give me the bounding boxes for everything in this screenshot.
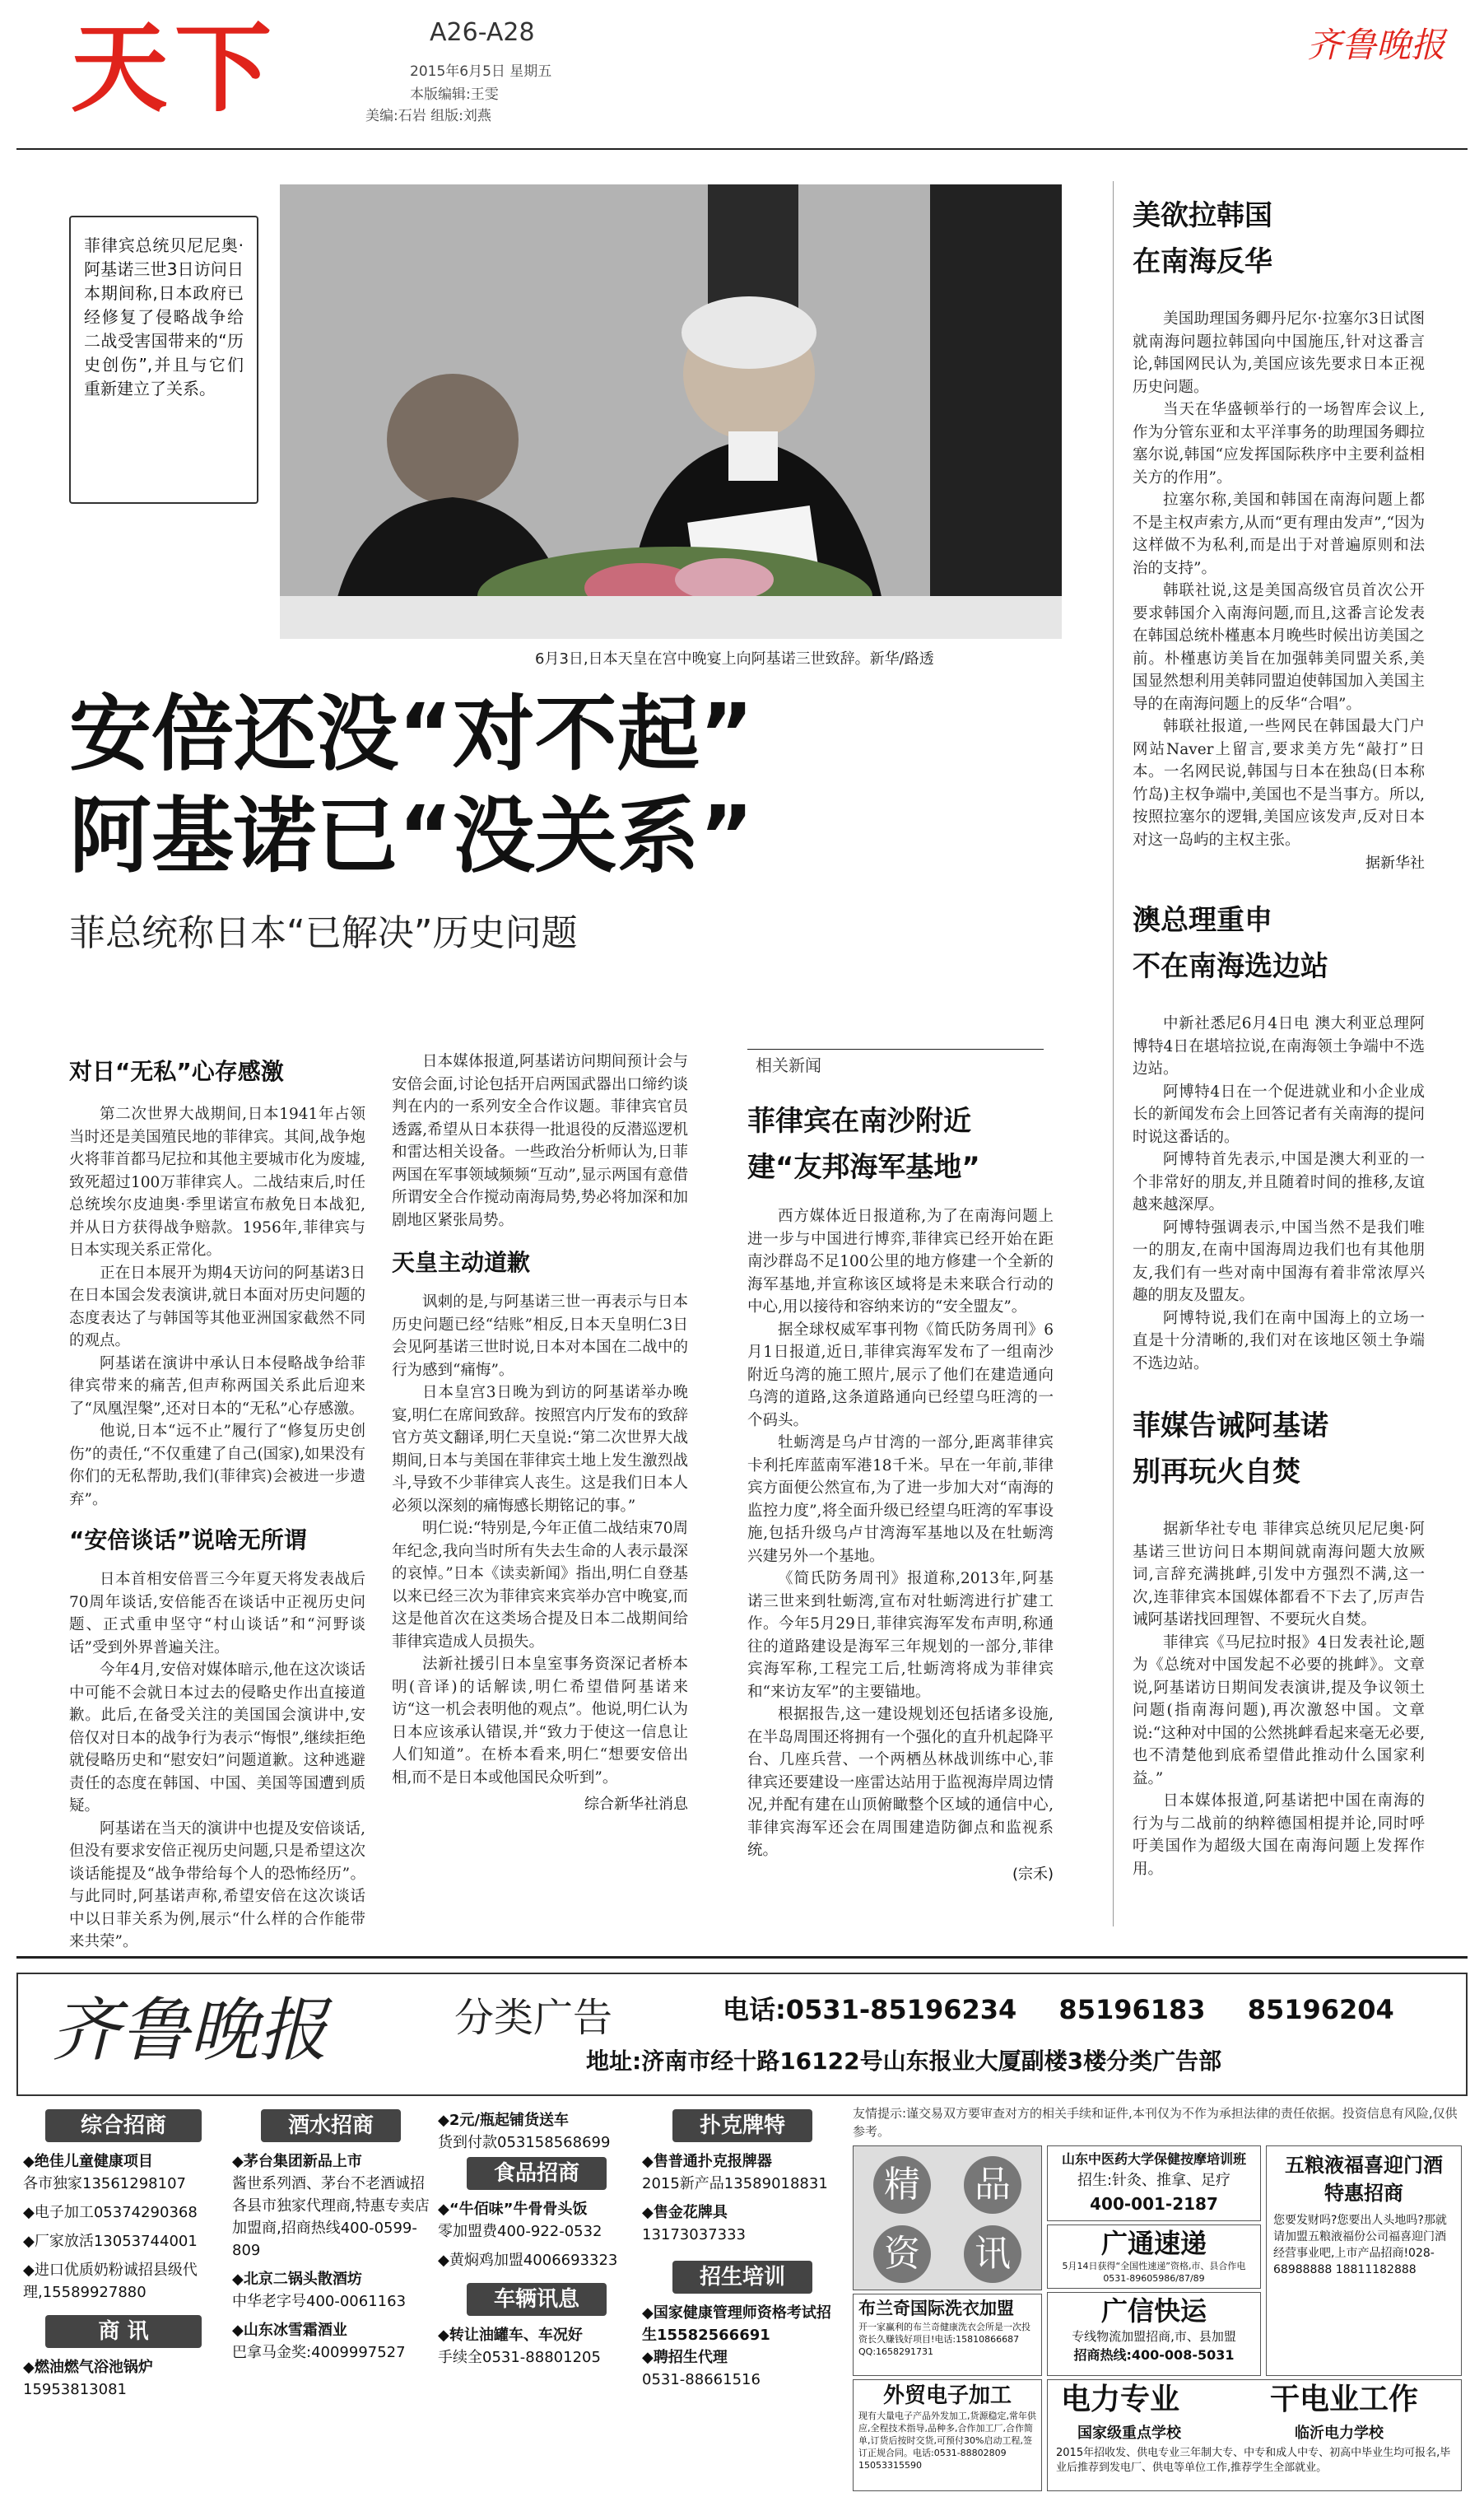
paragraph: 明仁说:“特别是,今年正值二战结束70周年纪念,我向当时所有失去生命的人表示最深的哀悼。”日本《读卖新闻》指出,明仁自登基以来已经三次为菲律宾来宾举办宫中晚宴,而这是他首次在这类场合提及日本二战期间给菲律宾造成人员损失。 xyxy=(392,1520,688,1651)
paragraph: 《简氏防务周刊》报道称,2013年,阿基诺三世来到牡蛎湾,宣布对牡蛎湾进行扩建工作。今年5月29日,菲律宾海军发布声明,称通往的道路建设是海军三年规划的一部分,菲律宾海军称,工程完工后,牡蛎湾将成为菲律宾和“来访友军”的主要锚地。 xyxy=(747,1570,1054,1701)
pullquote-text: 菲律宾总统贝尼尼奥·阿基诺三世3日访问日本期间称,日本政府已经修复了侵略战争给二战受害国带来的“历史创伤”,并且与它们重新建立了关系。 xyxy=(84,235,244,398)
ad-line: 5月14日获得“全国性速递”资格,市、县合作电0531-89605986/87/89 xyxy=(1062,2261,1246,2284)
ad-line: 酱世系列酒、茅台不老酒诚招各县市独家代理商,特惠专卖店加盟商,招商热线400-0599-809 xyxy=(232,2175,430,2259)
ad-line: 13173037333 xyxy=(642,2226,746,2243)
paragraph: 阿博特首先表示,中国是澳大利亚的一个非常好的朋友,并且随着时间的推移,友谊越来越深厚。 xyxy=(1133,1151,1425,1214)
paragraph: 西方媒体近日报道称,为了在南海问题上进一步与中国进行博弈,菲律宾已经开始在距南沙群岛不足100公里的地方修建一个全新的海军基地,并宣称该区域将是未来联合行动的中心,用以接待和容纳来访的“安全盟友”。 xyxy=(747,1208,1054,1316)
ad-line: ◆电子加工05374290368 xyxy=(23,2204,198,2221)
ad-line: ◆“牛佰味”牛骨骨头饭 xyxy=(438,2201,588,2218)
ad-line: 手续全0531-88801205 xyxy=(438,2349,601,2366)
phone-1: 电话:0531-85196234 xyxy=(723,1994,1017,2025)
paragraph: 阿基诺在演讲中承认日本侵略战争给菲律宾带来的痛苦,但声称两国关系此后迎来了“凤凰涅槃”,还对日本的“无私”心存感激。 xyxy=(69,1354,365,1418)
ad-line: ◆聘招生代理 xyxy=(642,2349,728,2366)
story-col-1 xyxy=(69,1055,365,1954)
story-title: 美欲拉韩国 xyxy=(1133,199,1272,232)
issue-date: 2015年6月5日 星期五 xyxy=(410,63,552,80)
paragraph: 日本媒体报道,阿基诺访问期间预计会与安倍会面,讨论包括开启两国武器出口缔约谈判在内的一系列安全合作议题。菲律宾官员透露,希望从日本获得一批退役的反潜巡逻机和雷达相关设备。一些政治分析师认为,日菲两国在军事领域频频“互动”,显示两国有意借所谓安全合作搅动南海局势,势必将加深和加剧地区紧张局势。 xyxy=(392,1053,688,1229)
ad-line: 400-001-2187 xyxy=(1090,2194,1218,2214)
paragraph: 正在日本展开为期4天访问的阿基诺3日在日本国会发表演讲,就日本面对历史问题的态度表达了与韩国等其他亚洲国家截然不同的观点。 xyxy=(69,1264,365,1349)
design-credit: 美编:石岩 组版:刘燕 xyxy=(365,108,491,124)
story-title: 澳总理重申 xyxy=(1133,904,1272,937)
related-story xyxy=(747,1098,1054,1884)
ad-line: ◆售金花牌具 xyxy=(642,2204,728,2221)
section-heading: “安倍谈话”说啥无所谓 xyxy=(69,1526,307,1554)
ad-line: 现有大量电子产品外发加工,货源稳定,常年供应,全程技术指导,品种多,合作加工厂,合作简单,订货后按时交货,可预付30%启动工程,签订正规合同。电话:0531-88802809 15053315590 xyxy=(858,2411,1036,2471)
paragraph: 阿博特强调表示,中国当然不是我们唯一的朋友,在南中国海周边我们也有其他朋友,我们有一些对南中国海有着非常浓厚兴趣的朋友及盟友。 xyxy=(1133,1218,1425,1304)
ad-line: 零加盟费400-922-0532 xyxy=(438,2223,602,2240)
ad-line: ◆厂家放活13053744001 xyxy=(23,2233,198,2250)
ads-phone xyxy=(723,1989,1394,2027)
ads-logo: 齐鲁晚报 xyxy=(51,1990,328,2071)
ad-line: ◆国家健康管理师资格考试招生15582566691 xyxy=(642,2304,831,2344)
paragraph: 第二次世界大战期间,日本1941年占领当时还是美国殖民地的菲律宾。其间,战争炮火将菲首都马尼拉和其他主要城市化为废墟,致死超过100万菲律宾人。二战结束后,时任总统埃尔皮迪奥·季里诺宣布赦免日本战犯,并从日方获得战争赔款。1956年,菲律宾与日本实现关系正常化。 xyxy=(69,1106,365,1259)
liquor-ad xyxy=(1266,2145,1462,2376)
story-title: 不在南海选边站 xyxy=(1133,950,1328,983)
ad-heading: 综合招商 xyxy=(45,2109,202,2142)
guangxin-ad xyxy=(1047,2292,1261,2376)
paragraph: 中新社悉尼6月4日电 澳大利亚总理阿博特4日在堪培拉说,在南海领土争端中不选边站。 xyxy=(1133,1015,1425,1078)
banquet-photo xyxy=(280,184,1062,639)
ad-line: ◆转让油罐车、车况好 xyxy=(438,2327,583,2344)
ad-line: 布兰奇国际洗衣加盟 xyxy=(858,2299,1014,2318)
ad-line: 广信快运 xyxy=(1100,2295,1207,2327)
related-title: 建“友邦海军基地” xyxy=(747,1151,980,1184)
ad-line: ◆进口优质奶粉诚招县级代理,15589927880 xyxy=(23,2262,198,2301)
ad-line: 2015年招收发、供电专业三年制大专、中专和成人中专、初高中毕业生均可报名,毕业后推荐到发电厂、供电等单位工作,推荐学生全部就业。 xyxy=(1056,2447,1451,2474)
ad-line: 中华老字号400-0061163 xyxy=(232,2293,407,2310)
ad-line: 0531-88661516 xyxy=(642,2371,761,2388)
paragraph: 讽刺的是,与阿基诺三世一再表示与日本历史问题已经“结账”相反,日本天皇明仁3日会见阿基诺三世时说,日本对本国在二战中的行为感到“痛悔”。 xyxy=(392,1293,688,1379)
paragraph: 日本皇宫3日晚为到访的阿基诺举办晚宴,明仁在席间致辞。按照宫内厅发布的致辞官方英文翻译,明仁天皇说:“第二次世界大战期间,日本与美国在菲律宾土地上发生激烈战斗,导致不少菲律宾人丧生。这是我们日本人必须以深刻的痛悔感长期铭记的事。” xyxy=(392,1384,688,1515)
header-rule xyxy=(16,148,1468,150)
paragraph: 今年4月,安倍对媒体暗示,他在这次谈话中可能不会就日本过去的侵略史作出直接道歉。此后,在备受关注的美国国会演讲中,安倍仅对日本的战争行为表示“悔恨”,继续拒绝就侵略历史和“慰安妇”问题道歉。这种逃避责任的态度在韩国、中国、美国等国遭到质疑。 xyxy=(69,1661,365,1815)
ad-line: 特惠招商 xyxy=(1324,2182,1403,2205)
phone-3: 85196204 xyxy=(1247,1994,1394,2025)
ad-line: 广通速递 xyxy=(1100,2228,1207,2259)
ad-line: 招生:针灸、推拿、足疗 xyxy=(1077,2172,1231,2189)
paragraph: 韩联社说,这是美国高级官员首次公开要求韩国介入南海问题,而且,这番言论发表在韩国总统朴槿惠本月晚些时候出访美国之前。朴槿惠访美旨在加强韩美同盟关系,美国显然想利用美韩同盟迫使韩国加入美国主导的在南海问题上的反华“合唱”。 xyxy=(1133,582,1425,713)
paragraph: 阿基诺在当天的演讲中也提及安倍谈话,但没有要求安倍正视历史问题,只是希望这次谈话能提及“战争带给每个人的恐怖经历”。与此同时,阿基诺声称,希望安倍在这次谈话中以日菲关系为例,展示“什么样的合作能带来共荣”。 xyxy=(69,1819,365,1950)
masthead: 天下 xyxy=(71,12,279,125)
ads-title: 分类广告 xyxy=(454,1995,613,2041)
main-headline-2: 阿基诺已“没关系” xyxy=(69,788,754,884)
pullquote-box xyxy=(69,216,258,504)
ads-banner xyxy=(16,1973,1468,2096)
ad-column-1 xyxy=(23,2109,224,2401)
photo-illustration xyxy=(280,184,1062,639)
electronics-ad xyxy=(853,2379,1042,2491)
ad-line: 15953813081 xyxy=(23,2381,127,2398)
related-title: 菲律宾在南沙附近 xyxy=(747,1105,971,1138)
main-headline-1: 安倍还没“对不起” xyxy=(69,686,754,782)
main-subhead: 菲总统称日本“已解决”历史问题 xyxy=(69,912,578,954)
editor-credit: 本版编辑:王雯 xyxy=(410,86,499,103)
ad-line: ◆山东冰雪霜酒业 xyxy=(232,2322,347,2339)
ad-line: 招商热线:400-008-5031 xyxy=(1073,2347,1235,2363)
ad-line: 干电业工作 xyxy=(1270,2383,1419,2416)
related-tag: 相关新闻 xyxy=(756,1055,821,1075)
paragraph: 据新华社专电 菲律宾总统贝尼尼奥·阿基诺三世访问日本期间就南海问题大放厥词,言辞充满挑衅,引发中方强烈不满,这一次,连菲律宾本国媒体都看不下去了,厉声告诫阿基诺找回理智、不要玩火自焚。 xyxy=(1133,1521,1425,1628)
ads-notice: 友情提示:谨交易双方要审查对方的相关手续和证件,本刊仅为不作为承担法律的责任依据。投资信息有风险,仅供参考。 xyxy=(853,2106,1458,2139)
ad-heading: 扑克牌特 xyxy=(672,2109,812,2142)
jp-char: 资 xyxy=(873,2225,931,2283)
jp-char: 讯 xyxy=(964,2225,1021,2283)
ad-line: 各市独家13561298107 xyxy=(23,2175,186,2192)
paragraph: 根据报告,这一建设规划还包括诸多设施,在半岛周围还将拥有一个强化的直升机起降平台、几座兵营、一个两栖丛林战训练中心,菲律宾还要建设一座雷达站用于监视海岸周边情况,并配有建在山顶俯瞰整个区域的通信中心,菲律宾海军还会在周围建造防御点和监视系统。 xyxy=(747,1706,1054,1859)
paragraph: 日本首相安倍晋三今年夏天将发表战后70周年谈话,安倍能否在谈话中正视历史问题、正式重申坚守“村山谈话”和“河野谈话”受到外界普遍关注。 xyxy=(69,1571,365,1656)
ad-line: ◆茅台集团新品上市 xyxy=(232,2153,362,2170)
ad-line: ◆售普通扑克报牌器 xyxy=(642,2153,772,2170)
ad-line: 开一家赢利的布兰奇健康洗衣会所是一次投资长久赚钱好项目!电话:15810866687 QQ:1658291731 xyxy=(858,2322,1030,2357)
paragraph: 拉塞尔称,美国和韩国在南海问题上都不是主权声索方,从而“更有理由发声”,“因为这样做不为私利,而是出于对普遍原则和法治的支持”。 xyxy=(1133,491,1425,577)
paragraph: 日本媒体报道,阿基诺把中国在南海的行为与二战前的纳粹德国相提并论,同时呼吁美国作为超级大国在南海问题上发挥作用。 xyxy=(1133,1792,1425,1878)
paragraph: 阿博特4日在一个促进就业和小企业成长的新闻发布会上回答记者有关南海的提问时说这番话的。 xyxy=(1133,1083,1425,1146)
ad-line: ◆燃油燃气浴池锅炉 xyxy=(23,2359,153,2376)
section-heading: 对日“无私”心存感激 xyxy=(69,1058,284,1085)
page-range: A26-A28 xyxy=(430,18,535,47)
paragraph: 据全球权威军事刊物《简氏防务周刊》6月1日报道,近日,菲律宾海军发布了一组南沙附近乌湾的施工照片,展示了他们在建造通向乌湾的道路,这条道路通向已经望乌旺湾的一个码头。 xyxy=(747,1321,1054,1429)
right-column xyxy=(1133,193,1425,1880)
ad-line: 电力专业 xyxy=(1061,2383,1180,2416)
related-rule xyxy=(747,1049,1044,1050)
ad-line: 2015新产品13589018831 xyxy=(642,2175,828,2192)
story-title: 在南海反华 xyxy=(1133,245,1272,278)
ad-column-2 xyxy=(232,2109,430,2364)
ad-line: ◆绝佳儿童健康项目 xyxy=(23,2153,153,2170)
jp-char: 精 xyxy=(873,2156,931,2214)
ad-line: 您要发财吗?您要出人头地吗?那就请加盟五粮液福份公司福喜迎门酒经营事业吧,上市产品招商!028-68988888 18811182888 xyxy=(1273,2214,1447,2276)
school-ad xyxy=(1047,2145,1261,2221)
paragraph: 当天在华盛顿举行的一场智库会议上,作为分管东亚和太平洋事务的助理国务卿拉塞尔说,韩国“应发挥国际秩序中主要利益相关方的作用”。 xyxy=(1133,401,1425,487)
ad-heading: 招生培训 xyxy=(672,2261,812,2294)
source-credit: 据新华社 xyxy=(1365,855,1425,872)
ad-heading: 食品招商 xyxy=(467,2157,607,2190)
jingpin-box xyxy=(853,2145,1042,2290)
ad-line: 国家级重点学校 xyxy=(1077,2425,1181,2442)
ad-column-3 xyxy=(438,2109,635,2369)
newspaper-logo: 齐鲁晚报 xyxy=(1307,25,1446,65)
ad-column-4 xyxy=(642,2109,843,2391)
column-rule xyxy=(1113,181,1114,1926)
ad-line: ◆2元/瓶起铺货送车 xyxy=(438,2112,569,2129)
section-heading: 天皇主动道歉 xyxy=(392,1249,531,1276)
story-title: 别再玩火自焚 xyxy=(1133,1456,1300,1488)
ad-heading: 酒水招商 xyxy=(261,2109,401,2142)
story-col-2 xyxy=(392,1051,688,1814)
phone-2: 85196183 xyxy=(1058,1994,1206,2025)
ad-line: ◆北京二锅头散酒坊 xyxy=(232,2271,362,2288)
ads-address: 地址:济南市经十路16122号山东报业大厦副楼3楼分类广告部 xyxy=(586,2047,1222,2075)
ad-line: 外贸电子加工 xyxy=(882,2383,1012,2408)
paragraph: 韩联社报道,一些网民在韩国最大门户网站Naver上留言,要求美方先“敲打”日本。一名网民说,韩国与日本在独岛(日本称竹岛)主权争端中,美国也不是当事方。所以,按照拉塞尔的逻辑,美国应该发声,反对日本对这一岛屿的主权主张。 xyxy=(1133,718,1425,849)
guangtong-ad xyxy=(1047,2224,1261,2289)
ad-line: ◆黄焖鸡加盟4006693323 xyxy=(438,2252,618,2269)
ad-line: 临沂电力学校 xyxy=(1295,2425,1384,2442)
ads-rule xyxy=(16,1956,1468,1959)
photo-caption: 6月3日,日本天皇在宫中晚宴上向阿基诺三世致辞。新华/路透 xyxy=(535,650,934,668)
paragraph: 阿博特说,我们在南中国海上的立场一直是十分清晰的,我们对在该地区领土争端不选边站。 xyxy=(1133,1309,1425,1372)
ad-heading: 商 讯 xyxy=(45,2315,202,2348)
source-credit: (宗禾) xyxy=(1012,1865,1054,1883)
ad-line: 五粮液福喜迎门酒 xyxy=(1285,2154,1443,2177)
paragraph: 美国助理国务卿丹尼尔·拉塞尔3日试图就南海问题拉韩国向中国施压,针对这番言论,韩国网民认为,美国应该先要求日本正视历史问题。 xyxy=(1133,310,1425,396)
ad-heading: 车辆讯息 xyxy=(467,2283,607,2316)
source-credit: 综合新华社消息 xyxy=(584,1796,688,1813)
ad-line: 货到付款053158568699 xyxy=(438,2134,611,2151)
ad-line: 专线物流加盟招商,市、县加盟 xyxy=(1072,2329,1236,2344)
ad-line: 巴拿马金奖:4009997527 xyxy=(232,2344,406,2361)
paragraph: 他说,日本“远不止”履行了“修复历史创伤”的责任,“不仅重建了自己(国家),如果没有你们的无私帮助,我们(菲律宾)会被进一步遗弃”。 xyxy=(69,1423,365,1508)
paragraph: 法新社援引日本皇室事务资深记者桥本明(音译)的话解读,明仁希望借阿基诺来访“这一机会表明他的观点”。他说,明仁认为日本应该承认错误,并“致力于使这一信息让人们知道”。在桥本看来,明仁“想要安倍出相,而不是日本或他国民众听到”。 xyxy=(392,1656,688,1787)
power-school-ad xyxy=(1047,2379,1462,2491)
jp-char: 品 xyxy=(964,2156,1021,2214)
laundry-ad xyxy=(853,2294,1042,2376)
story-title: 菲媒告诫阿基诺 xyxy=(1133,1409,1328,1442)
paragraph: 牡蛎湾是乌卢甘湾的一部分,距离菲律宾卡利托库蓝南军港18千米。早在一年前,菲律宾方面便公然宣布,为了进一步加大对“南海的监控力度”,将全面升级已经望乌旺湾的军事设施,包括升级乌卢甘湾海军基地以及在牡蛎湾兴建另外一个基地。 xyxy=(747,1434,1054,1565)
paragraph: 菲律宾《马尼拉时报》4日发表社论,题为《总统对中国发起不必要的挑衅》。文章说,阿基诺访日期间发表演讲,提及争议领土问题(指南海问题),再次激怒中国。文章说:“这种对中国的公然挑衅看起来毫无必要,也不清楚他到底希望借此推动什么国家利益。” xyxy=(1133,1633,1425,1787)
ad-line: 山东中医药大学保健按摩培训班 xyxy=(1061,2151,1246,2167)
